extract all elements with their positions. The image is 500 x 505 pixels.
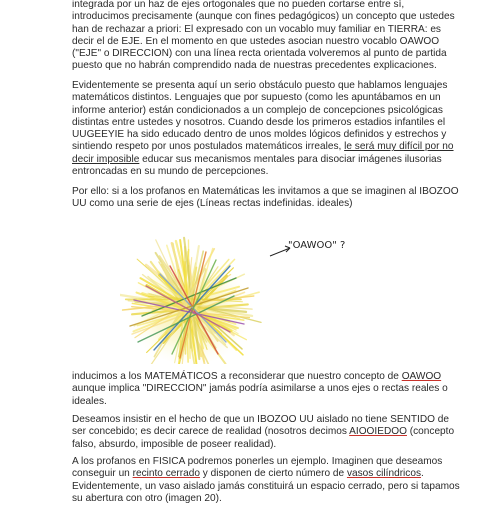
underlined-text: le será muy difícil por no: [344, 141, 453, 152]
text-run: inducimos a los MATEMÁTICOS a reconsiderar que nuestro concepto de: [72, 371, 402, 382]
term-underlined: vasos cilíndricos: [347, 468, 421, 479]
text-line: [72, 154, 444, 166]
text-line: [72, 105, 444, 117]
text-run: falso, absurdo, imposible de poseer realidad).: [72, 439, 276, 450]
text-run: puesto que no habrán comprendido nada de nuestras precedentes explicaciones.: [72, 60, 437, 71]
text-line: [72, 383, 444, 395]
text-run: han de rechazar a priori: El expresado con un vocablo muy familiar en TIERRA: es: [72, 24, 441, 35]
text-run: ser concebido; es decir carece de realidad (nosotros decimos: [72, 426, 349, 437]
term-underlined: OAWOO: [402, 371, 441, 382]
text-run: ("EJE" o DIRECCION) con una línea recta orientada volveremos al punto de partida: [72, 48, 447, 59]
text-run: .: [421, 468, 424, 479]
text-run: UU como una serie de ejes (Líneas rectas indefinidas. ideales): [72, 198, 353, 209]
arrow-icon: [270, 246, 290, 256]
text-run: Deseamos insistir en el hecho de que un IBOZOO UU aislado no tiene SENTIDO de: [72, 414, 449, 425]
text-line: [72, 48, 444, 60]
text-line: [72, 60, 444, 72]
text-run: distintas entre ustedes y nosotros. Cuando desde los primeros estadios infantiles el: [72, 117, 445, 128]
text-line: [72, 92, 444, 104]
text-run: y disponen de cierto número de: [200, 468, 347, 479]
text-run: matemáticos distintos. Lenguajes que por supuesto (como les apuntábamos en un: [72, 92, 441, 103]
text-run: su abertura con otro (imagen 20).: [72, 493, 222, 504]
text-run: sintiendo respeto por unos postulados matemáticos irreales,: [72, 141, 344, 152]
text-run: UUGEEYIE ha sido educado dentro de unos moldes lógicos definidos y estrechos y: [72, 129, 446, 140]
text-run: Por ello: si a los profanos en Matemáticas les invitamos a que se imaginen al IBOZOO: [72, 186, 459, 197]
text-line: [72, 456, 444, 468]
text-run: conseguir un: [72, 468, 133, 479]
paragraph-1: [72, 0, 444, 73]
text-line: [72, 80, 444, 92]
text-line: [72, 186, 444, 198]
paragraph-3: [72, 186, 444, 211]
term-underlined: recinto cerrado: [133, 468, 200, 479]
text-run: (concepto: [407, 426, 454, 437]
text-run: introducimos precisamente (aunque con fines pedagógicos) un concepto que ustedes: [72, 11, 455, 22]
text-line: [72, 439, 444, 451]
underlined-text: decir imposible: [72, 154, 139, 165]
text-run: ideales.: [72, 396, 107, 407]
text-line: [72, 396, 444, 408]
text-line: [72, 166, 444, 178]
text-run: Evidentemente se presenta aquí un serio obstáculo puesto que hablamos lenguajes: [72, 80, 447, 91]
text-line: [72, 481, 444, 493]
text-line: [72, 426, 444, 438]
text-line: [72, 36, 444, 48]
text-line: [72, 371, 444, 383]
text-line: [72, 414, 444, 426]
text-line: [72, 24, 444, 36]
text-run: integrada por un haz de ejes ortogonales que no pueden cortarse entre sí,: [72, 0, 404, 10]
text-line: [72, 11, 444, 23]
text-line: [72, 493, 444, 505]
paragraph-5: [72, 414, 444, 451]
paragraph-4: [72, 371, 444, 408]
paragraph-6: [72, 456, 444, 505]
text-run: decir el de EJE. En el momento en que ustedes asocian nuestro vocablo OAWOO: [72, 36, 439, 47]
text-line: [72, 198, 444, 210]
figure-label: "OAWOO" ?: [288, 240, 345, 252]
text-run: informe anterior) están condicionados a un complejo de concepciones psicológicas: [72, 105, 443, 116]
text-run: educar sus mecanismos mentales para disociar imágenes ilusorias: [139, 154, 441, 165]
text-line: [72, 129, 444, 141]
oawoo-axes-figure: [120, 236, 370, 364]
text-line: [72, 141, 444, 153]
text-line: [72, 468, 444, 480]
text-run: Evidentemente, un vaso aislado jamás constituirá un espacio cerrado, pero si tapamos: [72, 481, 460, 492]
text-run: entroncadas en su mundo de percepciones.: [72, 166, 268, 177]
paragraph-2: [72, 80, 444, 178]
text-line: [72, 0, 444, 11]
text-line: [72, 117, 444, 129]
text-run: aunque implica "DIRECCION" jamás podría asimilarse a unos ejes o rectas reales o: [72, 383, 448, 394]
text-run: A los profanos en FISICA podremos ponerles un ejemplo. Imaginen que deseamos: [72, 456, 442, 467]
term-underlined: AIOOIEDOO: [349, 426, 407, 437]
